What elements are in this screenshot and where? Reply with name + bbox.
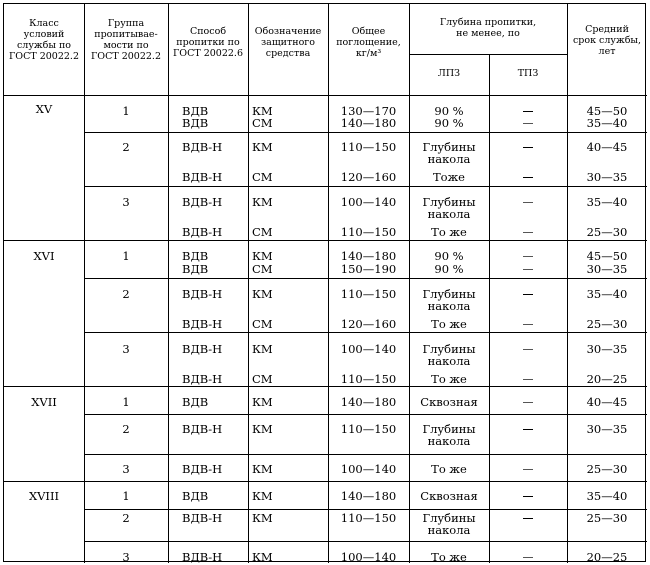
service-life-cell: 25—30 [586, 225, 628, 239]
depth-lpz-cell: Глубины накола [422, 140, 476, 166]
header-service-class: Класс условий службы по ГОСТ 20022.2 [9, 18, 79, 62]
depth-tpz-dash [523, 294, 533, 295]
group-label: 1 [122, 395, 130, 409]
depth-tpz-dash [523, 496, 533, 497]
service-life-cell: 25—30 [586, 462, 628, 476]
column-divider [567, 4, 568, 563]
method-cell: ВДВ-Н [182, 317, 223, 331]
class-label: XVI [33, 249, 55, 263]
group-divider [84, 278, 647, 279]
group-label: 1 [122, 489, 130, 503]
absorption-cell: 100—140 [340, 342, 397, 356]
service-life-cell: 35—40 [586, 195, 628, 209]
service-life-cell: 30—35 [586, 422, 628, 436]
agent-cell: СМ [252, 116, 273, 130]
depth-tpz-dash [523, 123, 533, 124]
depth-lpz-cell: То же [431, 225, 467, 239]
depth-lpz-cell: Глубины накола [422, 195, 476, 221]
header-divider [4, 95, 647, 96]
absorption-cell: 110—150 [340, 140, 397, 154]
depth-lpz-cell: То же [431, 462, 467, 476]
group-label: 3 [122, 462, 130, 476]
depth-lpz-cell: То же [431, 550, 467, 564]
method-cell: ВДВ [182, 262, 209, 276]
absorption-cell: 130—170 [340, 104, 397, 118]
depth-lpz-cell: 90 % [434, 249, 464, 263]
service-life-cell: 35—40 [586, 287, 628, 301]
absorption-cell: 110—150 [340, 372, 397, 386]
service-life-cell: 40—45 [586, 395, 628, 409]
absorption-cell: 120—160 [340, 170, 397, 184]
method-cell: ВДВ-Н [182, 195, 223, 209]
depth-lpz-cell: Глубины накола [422, 287, 476, 313]
method-cell: ВДВ-Н [182, 511, 223, 525]
depth-tpz-dash [523, 402, 533, 403]
method-cell: ВДВ-Н [182, 140, 223, 154]
agent-cell: КМ [252, 104, 273, 118]
class-label: XVII [31, 395, 57, 409]
absorption-cell: 150—190 [340, 262, 397, 276]
depth-tpz-dash [523, 232, 533, 233]
group-label: 2 [122, 287, 130, 301]
header-divider [409, 54, 567, 55]
depth-tpz-dash [523, 111, 533, 112]
group-divider [84, 541, 647, 542]
document-page [3, 3, 646, 562]
service-life-cell: 25—30 [586, 511, 628, 525]
column-divider [489, 54, 490, 563]
depth-lpz-cell: 90 % [434, 262, 464, 276]
service-life-cell: 25—30 [586, 317, 628, 331]
group-divider [84, 186, 647, 187]
impregnation-table [3, 3, 646, 562]
agent-cell: СМ [252, 317, 273, 331]
depth-tpz-dash [523, 469, 533, 470]
method-cell: ВДВ-Н [182, 225, 223, 239]
class-label: XV [35, 102, 53, 116]
method-cell: ВДВ [182, 116, 209, 130]
column-divider [248, 4, 249, 563]
depth-lpz-cell: Сквозная [420, 395, 478, 409]
absorption-cell: 100—140 [340, 462, 397, 476]
absorption-cell: 140—180 [340, 489, 397, 503]
agent-cell: СМ [252, 225, 273, 239]
class-divider [4, 481, 647, 482]
agent-cell: КМ [252, 287, 273, 301]
column-divider [84, 4, 85, 563]
method-cell: ВДВ-Н [182, 550, 223, 564]
group-divider [84, 509, 647, 510]
group-label: 1 [122, 104, 130, 118]
group-label: 2 [122, 511, 130, 525]
service-life-cell: 35—40 [586, 116, 628, 130]
depth-tpz-dash [523, 379, 533, 380]
method-cell: ВДВ-Н [182, 372, 223, 386]
depth-lpz-cell: Глубины накола [422, 422, 476, 448]
column-divider [168, 4, 169, 563]
agent-cell: КМ [252, 249, 273, 263]
depth-tpz-dash [523, 429, 533, 430]
depth-lpz-cell: 90 % [434, 104, 464, 118]
agent-cell: КМ [252, 195, 273, 209]
absorption-cell: 110—150 [340, 511, 397, 525]
depth-lpz-cell: Глубины накола [422, 511, 476, 537]
depth-tpz-dash [523, 256, 533, 257]
depth-lpz-cell: То же [431, 372, 467, 386]
group-label: 3 [122, 195, 130, 209]
absorption-cell: 100—140 [340, 195, 397, 209]
agent-cell: КМ [252, 140, 273, 154]
absorption-cell: 110—150 [340, 422, 397, 436]
depth-tpz-dash [523, 147, 533, 148]
agent-cell: КМ [252, 511, 273, 525]
header-total-absorption: Общее поглощение, кг/м³ [336, 26, 401, 59]
group-divider [84, 332, 647, 333]
method-cell: ВДВ-Н [182, 422, 223, 436]
service-life-cell: 30—35 [586, 170, 628, 184]
service-life-cell: 40—45 [586, 140, 628, 154]
depth-tpz-dash [523, 177, 533, 178]
header-service-life: Средний срок службы, лет [572, 24, 642, 57]
column-divider [409, 4, 410, 563]
group-label: 1 [122, 249, 130, 263]
header-lpz: ЛПЗ [437, 68, 461, 79]
agent-cell: СМ [252, 262, 273, 276]
depth-tpz-dash [523, 518, 533, 519]
absorption-cell: 100—140 [340, 550, 397, 564]
agent-cell: СМ [252, 372, 273, 386]
agent-cell: КМ [252, 550, 273, 564]
method-cell: ВДВ [182, 395, 209, 409]
service-life-cell: 20—25 [586, 372, 628, 386]
agent-cell: КМ [252, 462, 273, 476]
agent-cell: КМ [252, 422, 273, 436]
absorption-cell: 140—180 [340, 116, 397, 130]
depth-tpz-dash [523, 324, 533, 325]
method-cell: ВДВ-Н [182, 287, 223, 301]
agent-cell: СМ [252, 170, 273, 184]
absorption-cell: 110—150 [340, 287, 397, 301]
group-label: 2 [122, 422, 130, 436]
depth-lpz-cell: Тоже [433, 170, 465, 184]
group-label: 3 [122, 342, 130, 356]
depth-lpz-cell: Глубины накола [422, 342, 476, 368]
method-cell: ВДВ-Н [182, 342, 223, 356]
absorption-cell: 140—180 [340, 249, 397, 263]
column-divider [328, 4, 329, 563]
class-label: XVIII [28, 489, 60, 503]
depth-tpz-dash [523, 269, 533, 270]
absorption-cell: 110—150 [340, 225, 397, 239]
group-divider [84, 454, 647, 455]
group-divider [84, 132, 647, 133]
depth-tpz-dash [523, 557, 533, 558]
header-tpz: ТПЗ [517, 68, 539, 79]
method-cell: ВДВ [182, 489, 209, 503]
depth-tpz-dash [523, 349, 533, 350]
agent-cell: КМ [252, 395, 273, 409]
service-life-cell: 30—35 [586, 262, 628, 276]
class-divider [4, 240, 647, 241]
service-life-cell: 20—25 [586, 550, 628, 564]
service-life-cell: 45—50 [586, 249, 628, 263]
absorption-cell: 120—160 [340, 317, 397, 331]
depth-tpz-dash [523, 202, 533, 203]
header-impregnation-method: Способ пропитки по ГОСТ 20022.6 [173, 26, 243, 59]
header-impregnation-depth: Глубина пропитки, не менее, по [439, 17, 537, 39]
class-divider [4, 386, 647, 387]
method-cell: ВДВ-Н [182, 170, 223, 184]
service-life-cell: 30—35 [586, 342, 628, 356]
group-divider [84, 414, 647, 415]
method-cell: ВДВ [182, 249, 209, 263]
agent-cell: КМ [252, 342, 273, 356]
service-life-cell: 35—40 [586, 489, 628, 503]
depth-lpz-cell: Сквозная [420, 489, 478, 503]
method-cell: ВДВ [182, 104, 209, 118]
depth-lpz-cell: То же [431, 317, 467, 331]
header-impregnability-group: Группа пропитывае- мости по ГОСТ 20022.2 [91, 18, 161, 62]
group-label: 3 [122, 550, 130, 564]
agent-cell: КМ [252, 489, 273, 503]
depth-lpz-cell: 90 % [434, 116, 464, 130]
header-protective-agent: Обозначение защитного средства [254, 26, 322, 59]
group-label: 2 [122, 140, 130, 154]
service-life-cell: 45—50 [586, 104, 628, 118]
method-cell: ВДВ-Н [182, 462, 223, 476]
absorption-cell: 140—180 [340, 395, 397, 409]
